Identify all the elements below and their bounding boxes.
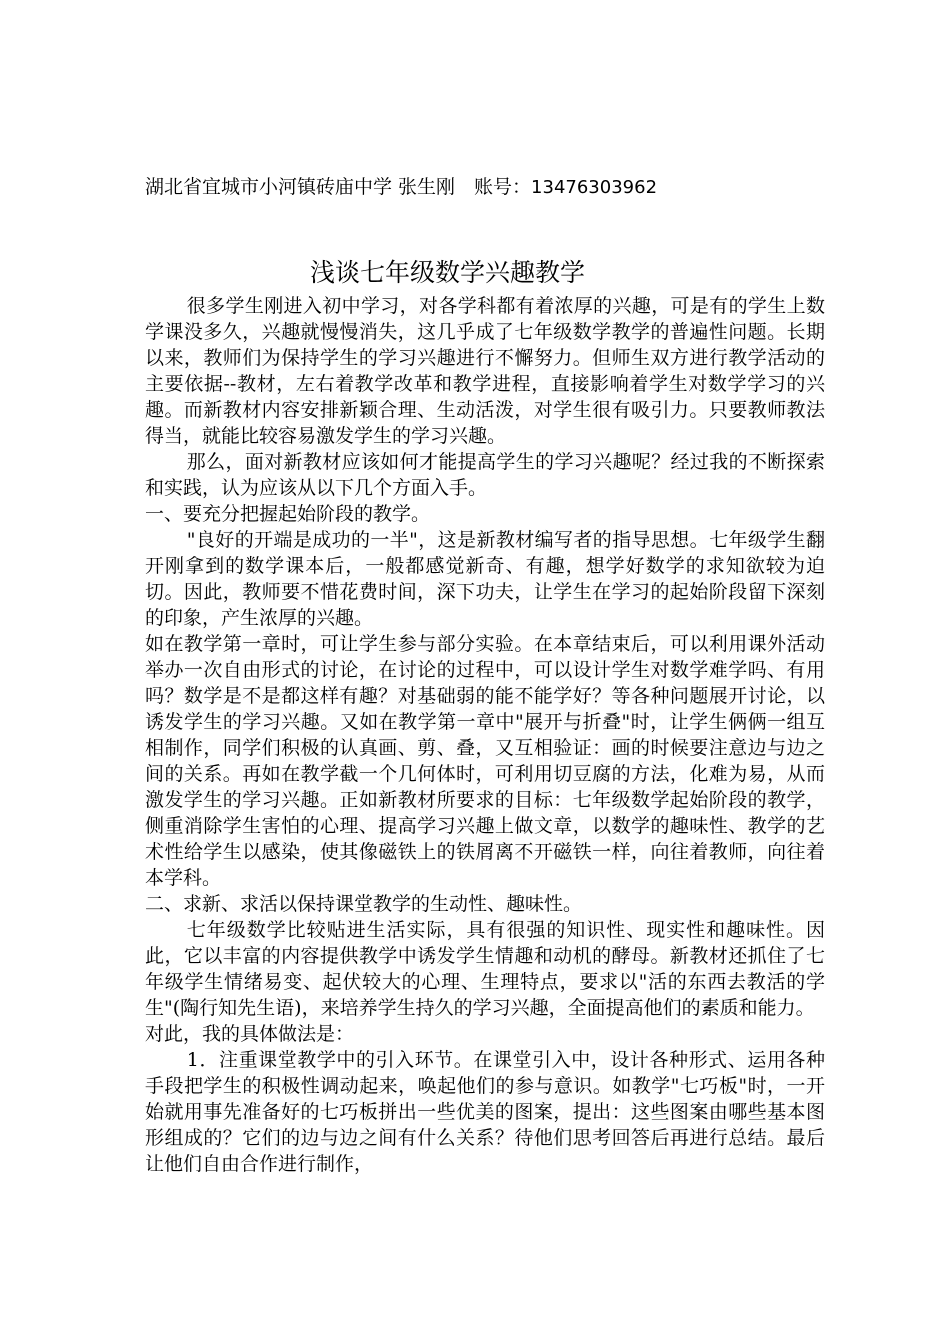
author-info-line <box>145 174 657 201</box>
author-info: 湖北省宜城市小河镇砖庙中学 张生刚 账号： <box>145 176 532 198</box>
paragraph-intro: 很多学生刚进入初中学习，对各学科都有着浓厚的兴趣，可是有的学生上数学课没多久，兴趣就慢慢消失，这几乎成了七年级数学教学的普遍性问题。长期以来，教师们为保持学生的学习兴趣进行不懈努力。但师生双方进行教学活动的主要依据--教材，左右着教学改革和教学进程，直接影响着学生对数学学习的兴趣。而新教材内容安排新颖合理、生动活泼，对学生很有吸引力。只要教师教法得当，就能比较容易激发学生的学习兴趣。 <box>145 295 825 447</box>
paragraph-my-approach: 对此，我的具体做法是： <box>145 1023 355 1045</box>
article-body <box>145 293 825 1177</box>
paragraph-good-start: "良好的开端是成功的一半"，这是新教材编写者的指导思想。七年级学生翻开刚拿到的数学课本后，一般都感觉新奇、有趣，想学好数学的求知欲较为迫切。因此，教师要不惜花费时间，深下功夫，让学生在学习的起始阶段留下深刻的印象，产生浓厚的兴趣。 <box>145 529 825 629</box>
paragraph-point-1: 1．注重课堂教学中的引入环节。在课堂引入中，设计各种形式、运用各种手段把学生的积极性调动起来，唤起他们的参与意识。如教学"七巧板"时，一开始就用事先准备好的七巧板拼出一些优美的图案，提出：这些图案由哪些基本图形组成的？它们的边与边之间有什么关系？待他们思考回答后再进行总结。最后让他们自由合作进行制作， <box>145 1049 825 1175</box>
paragraph-grade-seven: 七年级数学比较贴进生活实际，具有很强的知识性、现实性和趣味性。因此，它以丰富的内容提供教学中诱发学生情趣和动机的酵母。新教材还抓住了七年级学生情绪易变、起伏较大的心理、生理特点，要求以"活的东西去教活的学生"(陶行知先生语)，来培养学生持久的学习兴趣，全面提高他们的素质和能力。 <box>145 919 825 1019</box>
account-number: 13476303962 <box>531 177 658 198</box>
article-title: 浅谈七年级数学兴趣教学 <box>309 258 585 287</box>
paragraph-chapter-one: 如在教学第一章时，可让学生参与部分实验。在本章结束后，可以利用课外活动举办一次自由形式的讨论，在讨论的过程中，可以设计学生对数学难学吗、有用吗？数学是不是都这样有趣？对基础弱的能不能学好？等各种问题展开讨论，以诱发学生的学习兴趣。又如在教学第一章中"展开与折叠"时，让学生俩俩一组互相制作，同学们积极的认真画、剪、叠，又互相验证：画的时候要注意边与边之间的关系。再如在教学截一个几何体时，可利用切豆腐的方法，化难为易，从而激发学生的学习兴趣。正如新教材所要求的目标：七年级数学起始阶段的教学，侧重消除学生害怕的心理、提高学习兴趣上做文章，以数学的趣味性、教学的艺术性给学生以感染，使其像磁铁上的铁屑离不开磁铁一样，向往着教师，向往着本学科。 <box>145 633 825 889</box>
section-heading-1: 一、要充分把握起始阶段的教学。 <box>145 503 431 525</box>
section-heading-2: 二、求新、求活以保持课堂教学的生动性、趣味性。 <box>145 893 583 915</box>
paragraph-question: 那么，面对新教材应该如何才能提高学生的学习兴趣呢？经过我的不断探索和实践，认为应该从以下几个方面入手。 <box>145 451 825 499</box>
